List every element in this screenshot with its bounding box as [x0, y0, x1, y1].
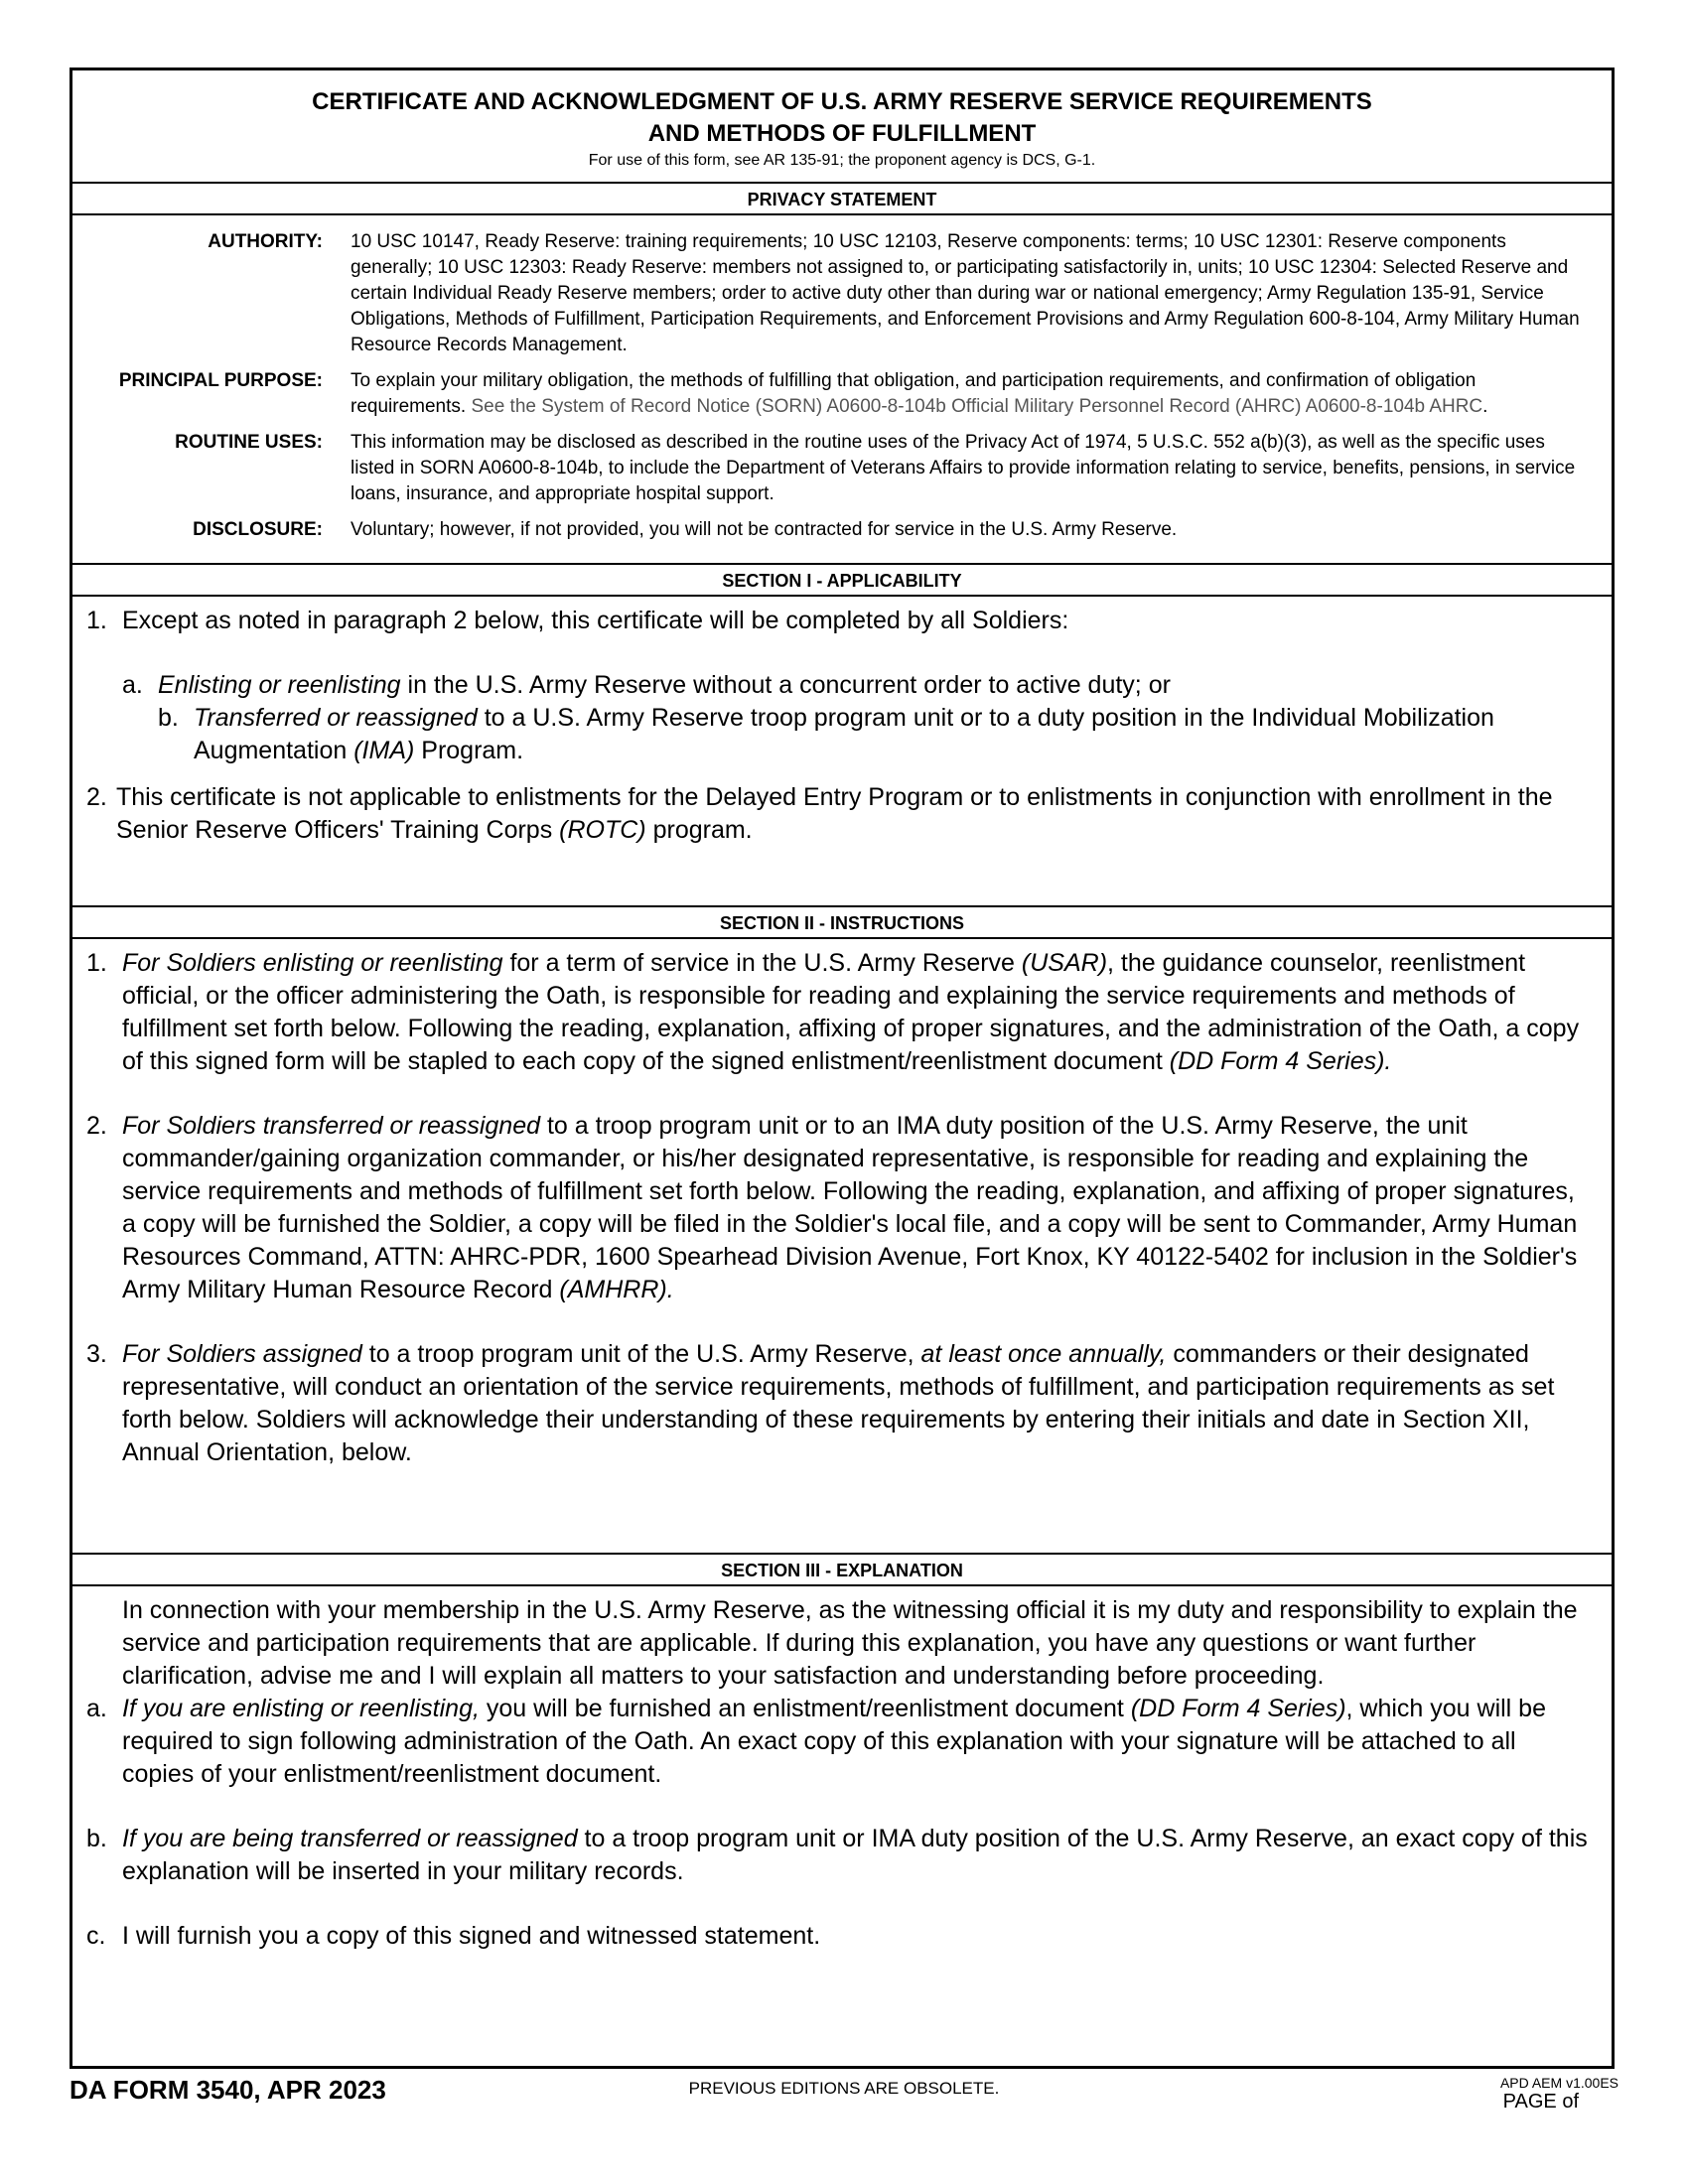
item-emphasis-ima: (IMA): [353, 737, 415, 764]
instruction-text: to a troop program unit of the U.S. Army Reserve,: [361, 1340, 921, 1368]
privacy-statement: [72, 215, 1612, 565]
usar-emphasis: (USAR): [1021, 949, 1108, 977]
section3-body: [72, 1586, 1612, 1953]
item-emphasis: If you are being transferred or reassigned: [122, 1825, 578, 1852]
section1-header: SECTION I - APPLICABILITY: [72, 565, 1612, 597]
form-frame: [70, 68, 1615, 2069]
item-text: I will furnish you a copy of this signed and witnessed statement.: [122, 1922, 821, 1950]
routine-uses-label: ROUTINE USES:: [175, 432, 323, 453]
instruction-number: 3.: [86, 1340, 107, 1368]
item-emphasis: Transferred or reassigned: [194, 704, 478, 732]
dd-form-emphasis: (DD Form 4 Series).: [1169, 1047, 1392, 1075]
section1-item-a: [122, 669, 1612, 702]
explanation-item-c: [86, 1920, 1592, 1953]
section1-body: [72, 597, 1612, 907]
rotc-emphasis: (ROTC): [559, 816, 646, 844]
form-header: [72, 70, 1612, 184]
privacy-statement-header: PRIVACY STATEMENT: [72, 184, 1612, 215]
principal-purpose-row: [72, 368, 1612, 420]
principal-purpose-label: PRINCIPAL PURPOSE:: [118, 370, 323, 391]
purpose-text-main: To explain your military obligation, the methods of fulfilling that obligation, and participation requirements, and confirmation of obligation requirements.: [351, 370, 1477, 417]
instruction-number: 2.: [86, 1112, 107, 1140]
version-label: APD AEM v1.00ES: [1499, 2075, 1618, 2091]
authority-text: 10 USC 10147, Ready Reserve: training requirements; 10 USC 12103, Reserve components: terms; 10 USC 12301: Reserve components generally; 10 USC 12303: Ready Reserve: members not assigned to, or participating satisfactorily in, units; 10 USC 12304: Selected Reserve and certain Individual Ready Reserve members; order to active duty other than during war or national emergency; Army Regulation 135-91, Service Obligations, Methods of Fulfillment, Participation Requirements, and Enforcement Provisions and Army Regulation 600-8-104, Army Military Human Resource Records Management.: [351, 231, 1580, 355]
paragraph-text: This certificate is not applicable to enlistments for the Delayed Entry Program or to enlistments in conjunction with enrollment in the Senior Reserve Officers' Training Corps: [116, 783, 1553, 844]
form-subtitle: For use of this form, see AR 135-91; the proponent agency is DCS, G-1.: [588, 152, 1096, 169]
item-emphasis: If you are enlisting or reenlisting,: [122, 1695, 480, 1722]
section2-header: SECTION II - INSTRUCTIONS: [72, 907, 1612, 939]
footer-right: [1500, 2075, 1618, 2114]
section1-paragraph-2: [86, 781, 1612, 847]
authority-label: AUTHORITY:: [208, 231, 323, 252]
disclosure-row: [72, 517, 1612, 543]
page-number: PAGE of: [1502, 2091, 1579, 2113]
section1-paragraph-1: [86, 605, 1612, 637]
explanation-item-b: [86, 1823, 1592, 1888]
purpose-text-end: .: [1482, 396, 1488, 417]
dd-form-emphasis: (DD Form 4 Series): [1130, 1695, 1346, 1722]
form-title-line1: CERTIFICATE AND ACKNOWLEDGMENT OF U.S. ARMY RESERVE SERVICE REQUIREMENTS: [312, 88, 1372, 115]
item-text-end: Program.: [414, 737, 524, 764]
principal-purpose-text: [351, 368, 1582, 420]
explanation-item-a: [86, 1693, 1592, 1791]
paragraph-number: 2.: [86, 783, 107, 811]
item-text-cont: , which you will be required to sign following administration of the Oath. An exact copy of this explanation with your signature will be attached to all copies of your enlistment/reenlistment document.: [122, 1695, 1546, 1788]
form-title-line2: AND METHODS OF FULFILLMENT: [647, 120, 1037, 147]
item-text: to a troop program unit or IMA duty position of the U.S. Army Reserve, an exact copy of this explanation will be inserted in your military records.: [122, 1825, 1588, 1885]
authority-row: [72, 229, 1612, 358]
disclosure-label: DISCLOSURE:: [193, 519, 323, 540]
form-number: DA FORM 3540, APR 2023: [70, 2075, 386, 2105]
instruction-text: for a term of service in the U.S. Army Reserve: [502, 949, 1022, 977]
paragraph-text: Except as noted in paragraph 2 below, this certificate will be completed by all Soldiers:: [122, 607, 1069, 634]
disclosure-text: Voluntary; however, if not provided, you will not be contracted for service in the U.S. Army Reserve.: [351, 519, 1178, 540]
item-letter: a.: [122, 671, 143, 699]
routine-uses-text: This information may be disclosed as described in the routine uses of the Privacy Act of 1974, 5 U.S.C. 552 a(b)(3), as well as the specific uses listed in SORN A0600-8-104b, to include the Department of Veterans Affairs to provide information relating to service, benefits, pensions, in service loans, insurance, and appropriate hospital support.: [351, 432, 1576, 504]
paragraph-number: 1.: [86, 607, 107, 634]
obsolete-notice: PREVIOUS EDITIONS ARE OBSOLETE.: [688, 2079, 1000, 2098]
instruction-text-cont: commanders or their designated representative, will conduct an orientation of the service requirements, methods of fulfillment, and participation requirements as set forth below. Soldiers will acknowledge their understanding of these requirements by entering their initials and date in Section XII, Annual Orientation, below.: [122, 1340, 1555, 1466]
amhrr-emphasis: (AMHRR).: [559, 1276, 674, 1303]
annually-emphasis: at least once annually,: [920, 1340, 1167, 1368]
instruction-2: [86, 1110, 1592, 1306]
paragraph-text-end: program.: [645, 816, 753, 844]
item-letter: a.: [86, 1695, 107, 1722]
instruction-text-cont: , the guidance counselor, reenlistment official, or the officer administering the Oath, is responsible for reading and explaining the service requirements and methods of fulfillment set forth below. Following the reading, explanation, affixing of proper signatures, and the administration of the Oath, a copy of this signed form will be stapled to each copy of the signed enlistment/reenlistment document: [122, 949, 1580, 1075]
instruction-emphasis: For Soldiers enlisting or reenlisting: [122, 949, 503, 977]
instruction-emphasis: For Soldiers transferred or reassigned: [122, 1112, 541, 1140]
instruction-emphasis: For Soldiers assigned: [122, 1340, 362, 1368]
instruction-text: to a troop program unit or to an IMA duty position of the U.S. Army Reserve, the unit commander/gaining organization commander, or his/her designated representative, is responsible for reading and explaining the service requirements and methods of fulfillment set forth below. Following the reading, explanation, and affixing of proper signatures, a copy will be furnished the Soldier, a copy will be filed in the Soldier's local file, and a copy will be sent to Commander, Army Human Resources Command, ATTN: AHRC-PDR, 1600 Spearhead Division Avenue, Fort Knox, KY 40122-5402 for inclusion in the Soldier's Army Military Human Resource Record: [122, 1112, 1578, 1303]
item-text: you will be furnished an enlistment/reenlistment document: [479, 1695, 1131, 1722]
explanation-intro: In connection with your membership in the U.S. Army Reserve, as the witnessing official it is my duty and responsibility to explain the service and participation requirements that are applicable. If during this explanation, you have any questions or want further clarification, advise me and I will explain all matters to your satisfaction and understanding before proceeding.: [122, 1596, 1578, 1690]
instruction-1: [86, 947, 1592, 1078]
section2-body: [72, 939, 1612, 1555]
item-emphasis: Enlisting or reenlisting: [158, 671, 401, 699]
section3-header: SECTION III - EXPLANATION: [72, 1555, 1612, 1586]
routine-uses-row: [72, 430, 1612, 507]
item-letter: b.: [158, 704, 179, 732]
item-letter: b.: [86, 1825, 107, 1852]
item-text: in the U.S. Army Reserve without a concurrent order to active duty; or: [400, 671, 1171, 699]
instruction-3: [86, 1338, 1592, 1469]
item-text: to a U.S. Army Reserve troop program unit or to a duty position in the Individual Mobilization Augmentation: [194, 704, 1494, 764]
purpose-text-sorn: See the System of Record Notice (SORN) A0600-8-104b Official Military Personnel Record (AHRC) A0600-8-104b AHRC: [466, 396, 1483, 417]
instruction-number: 1.: [86, 949, 107, 977]
item-letter: c.: [86, 1922, 106, 1950]
section1-item-b: [158, 702, 1612, 767]
